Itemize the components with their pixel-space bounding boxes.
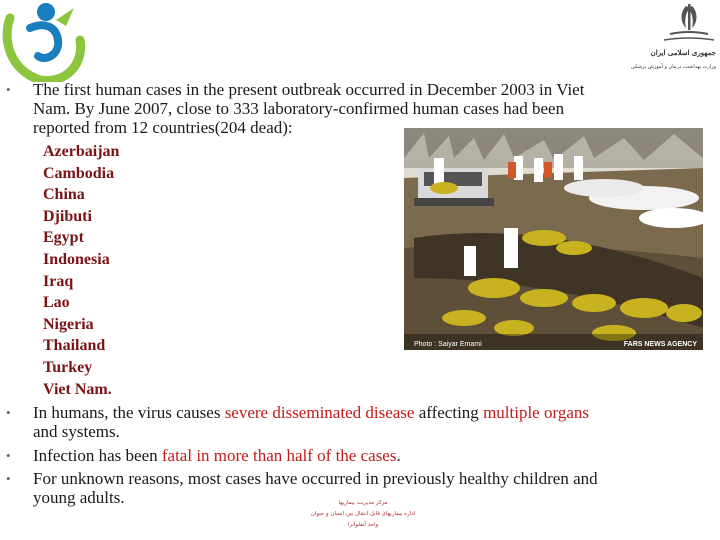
culling-photo bbox=[404, 128, 703, 350]
intro-line-2: Nam. By June 2007, close to 333 laboratory-confirmed human cases had been bbox=[33, 99, 565, 118]
agency-credit: FARS NEWS AGENCY bbox=[623, 341, 697, 348]
photo-image bbox=[404, 128, 703, 350]
unknown-line-1: For unknown reasons, most cases have occurred in previously healthy children and bbox=[33, 469, 598, 488]
iran-emblem-icon bbox=[634, 2, 716, 46]
photo-credit: Photo : Saiyar Emami bbox=[414, 341, 482, 348]
emblem-line-1: جمهوری اسلامی ایران bbox=[650, 48, 716, 57]
intro-line-1: The first human cases in the present outbreak occurred in December 2003 in Viet bbox=[33, 80, 585, 99]
footer-credit bbox=[298, 498, 428, 531]
country-item: Djibuti bbox=[43, 207, 92, 225]
humans-line-2: and systems. bbox=[33, 422, 120, 441]
footer-line-1: مرکز مدیریت بیماریها bbox=[338, 500, 388, 506]
country-list bbox=[43, 141, 119, 400]
country-item: Nigeria bbox=[43, 315, 94, 333]
country-item: Egypt bbox=[43, 229, 84, 247]
country-item: Indonesia bbox=[43, 250, 110, 268]
iran-emblem bbox=[630, 2, 716, 80]
emblem-line-2: وزارت بهداشت، درمان و آموزش پزشکی bbox=[630, 64, 716, 70]
bullet-dot: • bbox=[6, 405, 11, 420]
humans-line-1: In humans, the virus causes severe disseminated disease affecting multiple organs bbox=[33, 403, 589, 422]
country-item: Cambodia bbox=[43, 164, 115, 182]
country-item: Viet Nam. bbox=[43, 380, 112, 398]
swirl-logo-icon bbox=[0, 0, 86, 82]
bullet-dot: • bbox=[6, 82, 11, 97]
country-item: Thailand bbox=[43, 337, 106, 355]
country-item: China bbox=[43, 186, 85, 204]
country-item: Iraq bbox=[43, 272, 74, 290]
unknown-line-2: young adults. bbox=[33, 488, 125, 507]
country-item: Turkey bbox=[43, 358, 93, 376]
bullet-dot: • bbox=[6, 471, 11, 486]
humans-bullet-text bbox=[33, 403, 589, 441]
country-item: Lao bbox=[43, 294, 70, 312]
fatal-bullet-text: Infection has been fatal in more than half of the cases. bbox=[33, 446, 401, 465]
bullet-dot: • bbox=[6, 448, 11, 463]
ministry-logo bbox=[0, 0, 86, 82]
footer-line-3: واحد آنفلوآنزا bbox=[347, 522, 379, 528]
country-item: Azerbaijan bbox=[43, 143, 120, 160]
footer-line-2: اداره بیماریهای قابل انتقال بین انسان و حیوان bbox=[310, 511, 416, 517]
intro-line-3: reported from 12 countries(204 dead): bbox=[33, 118, 293, 137]
